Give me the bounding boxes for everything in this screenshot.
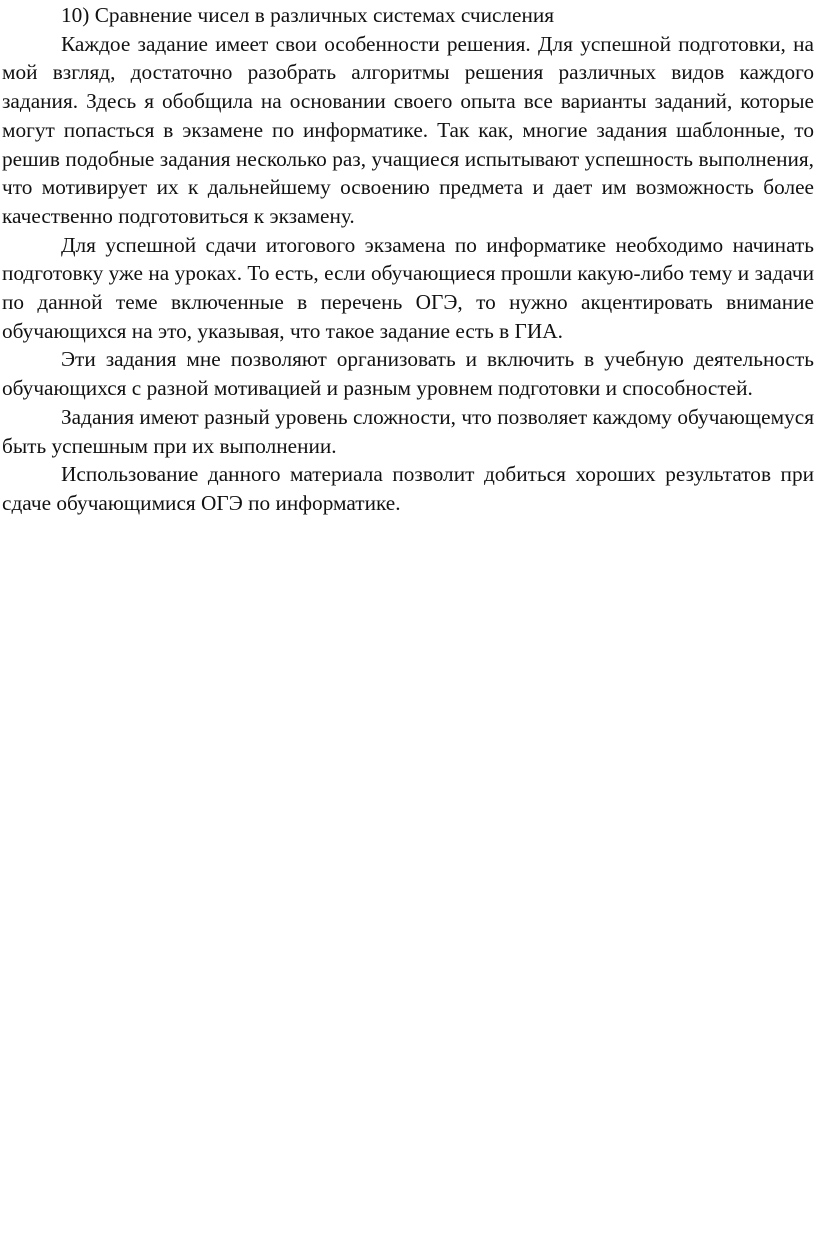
document-body [2,1,814,518]
paragraph-2: Для успешной сдачи итогового экзамена по информатике необходимо начинать подготовку уже на уроках. То есть, если обучающиеся прошли какую-либо тему и задачи по данной теме включенные в перечень ОГЭ, то нужно акцентировать внимание обучающихся на это, указывая, что такое задание есть в ГИА. [2,232,814,343]
section-heading: 10) Сравнение чисел в различных системах счисления [61,3,555,27]
paragraph-1: Каждое задание имеет свои особенности решения. Для успешной подготовки, на мой взгляд, достаточно разобрать алгоритмы решения различных видов каждого задания. Здесь я обобщила на основании своего опыта все варианты заданий, которые могут попасться в экзамене по информатике. Так как, многие задания шаблонные, то решив подобные задания несколько раз, учащиеся испытывают успешность выполнения, что мотивирует их к дальнейшему освоению предмета и дает им возможность более качественно подготовиться к экзамену. [2,31,814,228]
paragraph-4: Задания имеют разный уровень сложности, что позволяет каждому обучающемуся быть успешным при их выполнении. [2,404,814,458]
paragraph-3: Эти задания мне позволяют организовать и включить в учебную деятельность обучающихся с разной мотивацией и разным уровнем подготовки и способностей. [2,347,814,401]
paragraph-5: Использование данного материала позволит добиться хороших результатов при сдаче обучающимися ОГЭ по информатике. [2,462,814,515]
